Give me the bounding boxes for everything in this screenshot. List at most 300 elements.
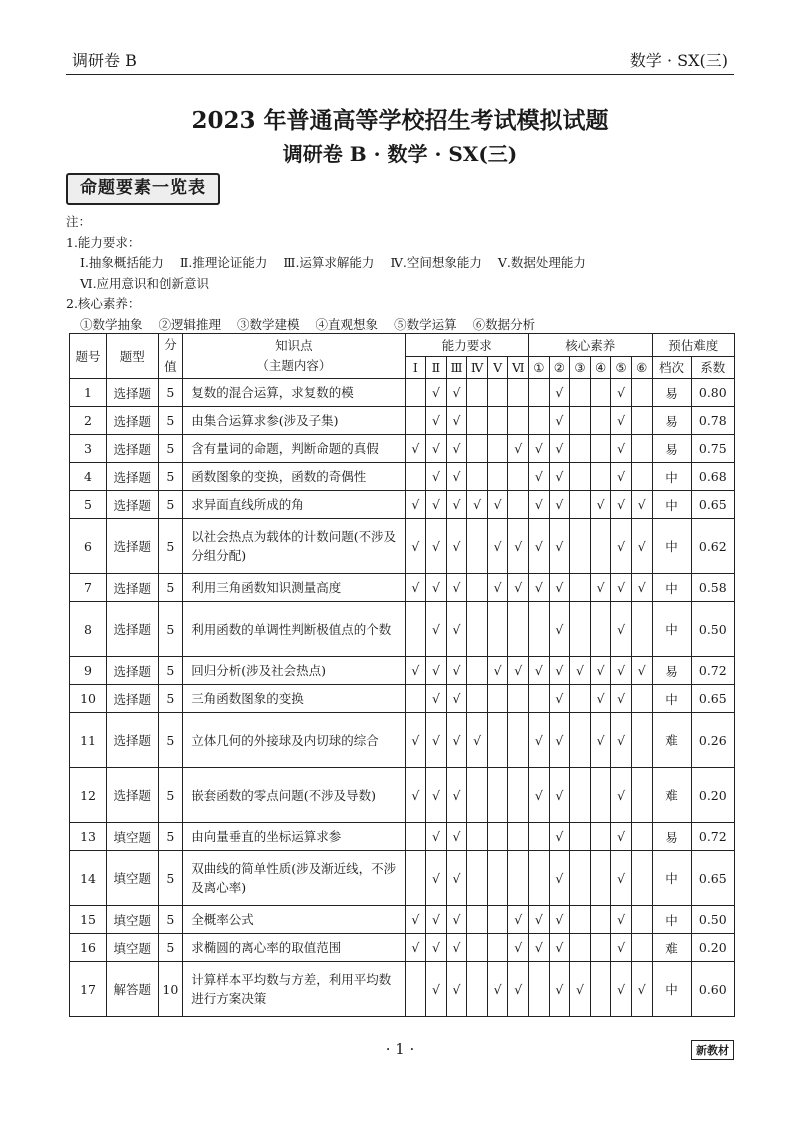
ability-check-cell: √	[426, 823, 447, 851]
literacy-check-cell	[590, 435, 611, 463]
ability-check-cell	[508, 602, 529, 657]
literacy-check-cell: √	[611, 934, 632, 962]
ability-check-cell: √	[405, 906, 426, 934]
row-score: 10	[158, 962, 183, 1017]
row-type: 选择题	[107, 602, 158, 657]
ability-label: 1.能力要求：	[66, 234, 141, 250]
row-num: 3	[70, 435, 107, 463]
table-row	[70, 906, 735, 934]
row-type: 选择题	[107, 574, 158, 602]
ability-check-cell: √	[426, 906, 447, 934]
col-coef: 系数	[691, 356, 734, 379]
ability-check-cell	[508, 463, 529, 491]
literacy-col-5: ⑤	[611, 356, 632, 379]
literacy-check-cell: √	[549, 519, 570, 574]
ability-check-cell: √	[426, 463, 447, 491]
ability-check-cell	[405, 962, 426, 1017]
ability-check-cell	[467, 685, 488, 713]
row-level: 难	[652, 713, 691, 768]
ability-check-cell	[467, 463, 488, 491]
ability-check-cell: √	[487, 491, 508, 519]
table-row	[70, 934, 735, 962]
ability-check-cell: √	[446, 906, 467, 934]
ability-check-cell: √	[446, 602, 467, 657]
ability-check-cell: √	[446, 379, 467, 407]
ability-check-cell	[467, 657, 488, 685]
literacy-check-cell	[570, 934, 591, 962]
literacy-check-cell: √	[611, 435, 632, 463]
row-level: 中	[652, 962, 691, 1017]
literacy-check-cell: √	[549, 407, 570, 435]
literacy-check-cell	[529, 685, 550, 713]
row-num: 15	[70, 906, 107, 934]
page-title: 2023 年普通高等学校招生考试模拟试题	[191, 107, 609, 134]
row-score: 5	[158, 768, 183, 823]
row-score: 5	[158, 519, 183, 574]
ability-check-cell: √	[405, 435, 426, 463]
literacy-check-cell: √	[529, 768, 550, 823]
ability-check-cell	[487, 379, 508, 407]
literacy-check-cell: √	[631, 962, 652, 1017]
ability-check-cell	[467, 519, 488, 574]
literacy-check-cell: √	[590, 574, 611, 602]
row-num: 1	[70, 379, 107, 407]
row-coef: 0.78	[691, 407, 734, 435]
row-level: 中	[652, 906, 691, 934]
section-banner	[66, 173, 220, 205]
ability-item: Ⅰ.抽象概括能力	[80, 255, 164, 271]
ability-check-cell: √	[487, 962, 508, 1017]
ability-list	[66, 253, 602, 274]
literacy-check-cell: √	[590, 657, 611, 685]
literacy-check-cell	[570, 463, 591, 491]
literacy-col-1: ①	[529, 356, 550, 379]
row-topic: 由向量垂直的坐标运算求参	[183, 823, 405, 851]
literacy-check-cell: √	[529, 519, 550, 574]
ability-check-cell: √	[426, 768, 447, 823]
literacy-check-cell	[590, 407, 611, 435]
row-topic: 复数的混合运算，求复数的模	[183, 379, 405, 407]
row-topic: 利用三角函数知识测量高度	[183, 574, 405, 602]
literacy-check-cell: √	[549, 602, 570, 657]
literacy-check-cell: √	[549, 962, 570, 1017]
table-row	[70, 713, 735, 768]
literacy-check-cell	[570, 851, 591, 906]
page-subtitle: 调研卷 B · 数学 · SX(三)	[282, 142, 518, 166]
literacy-check-cell	[570, 768, 591, 823]
ability-check-cell	[487, 463, 508, 491]
literacy-check-cell: √	[590, 685, 611, 713]
ability-check-cell: √	[467, 713, 488, 768]
ability-check-cell: √	[446, 519, 467, 574]
literacy-check-cell: √	[529, 574, 550, 602]
ability-check-cell: √	[405, 934, 426, 962]
ability-check-cell: √	[446, 768, 467, 823]
ability-check-cell	[487, 713, 508, 768]
row-level: 易	[652, 379, 691, 407]
literacy-check-cell	[570, 519, 591, 574]
table-row	[70, 685, 735, 713]
row-topic: 利用函数的单调性判断极值点的个数	[183, 602, 405, 657]
ability-check-cell	[405, 407, 426, 435]
row-coef: 0.50	[691, 906, 734, 934]
literacy-check-cell: √	[611, 519, 632, 574]
row-type: 选择题	[107, 435, 158, 463]
row-score: 5	[158, 379, 183, 407]
literacy-check-cell	[631, 685, 652, 713]
literacy-check-cell	[529, 602, 550, 657]
literacy-check-cell: √	[549, 768, 570, 823]
row-type: 解答题	[107, 962, 158, 1017]
literacy-label: 2.核心素养：	[66, 296, 141, 312]
literacy-check-cell: √	[611, 574, 632, 602]
row-num: 7	[70, 574, 107, 602]
literacy-check-cell	[631, 435, 652, 463]
row-level: 易	[652, 435, 691, 463]
literacy-check-cell: √	[611, 685, 632, 713]
ability-check-cell	[487, 602, 508, 657]
ability-check-cell: √	[508, 435, 529, 463]
ability-check-cell	[467, 934, 488, 962]
ability-check-cell	[467, 851, 488, 906]
literacy-check-cell: √	[631, 519, 652, 574]
ability-check-cell: √	[446, 851, 467, 906]
row-num: 11	[70, 713, 107, 768]
row-type: 选择题	[107, 768, 158, 823]
table-row	[70, 463, 735, 491]
row-num: 16	[70, 934, 107, 962]
ability-col-3: Ⅲ	[446, 356, 467, 379]
ability-check-cell	[467, 768, 488, 823]
ability-check-cell: √	[426, 713, 447, 768]
literacy-check-cell	[570, 379, 591, 407]
ability-check-cell: √	[446, 407, 467, 435]
table-row	[70, 407, 735, 435]
row-topic: 求椭圆的离心率的取值范围	[183, 934, 405, 962]
ability-check-cell: √	[405, 713, 426, 768]
header-left: 调研卷 B	[72, 51, 137, 70]
ability-check-cell	[487, 906, 508, 934]
literacy-check-cell: √	[549, 851, 570, 906]
literacy-check-cell: √	[549, 823, 570, 851]
row-coef: 0.62	[691, 519, 734, 574]
ability-check-cell: √	[405, 519, 426, 574]
ability-col-4: Ⅳ	[467, 356, 488, 379]
literacy-check-cell: √	[631, 491, 652, 519]
literacy-check-cell: √	[549, 463, 570, 491]
row-coef: 0.72	[691, 657, 734, 685]
literacy-item: ①数学抽象	[80, 316, 143, 332]
ability-check-cell	[508, 491, 529, 519]
table-row	[70, 823, 735, 851]
ability-check-cell: √	[467, 491, 488, 519]
row-num: 5	[70, 491, 107, 519]
row-coef: 0.60	[691, 962, 734, 1017]
ability-check-cell: √	[426, 379, 447, 407]
ability-check-cell	[405, 685, 426, 713]
row-type: 选择题	[107, 685, 158, 713]
literacy-check-cell: √	[549, 574, 570, 602]
literacy-check-cell: √	[611, 768, 632, 823]
ability-col-2: Ⅱ	[426, 356, 447, 379]
ability-check-cell: √	[426, 491, 447, 519]
ability-check-cell: √	[508, 934, 529, 962]
ability-item: Ⅳ.空间想象能力	[390, 255, 482, 271]
row-type: 填空题	[107, 823, 158, 851]
ability-check-cell	[405, 379, 426, 407]
ability-check-cell: √	[426, 407, 447, 435]
literacy-check-cell: √	[631, 657, 652, 685]
literacy-check-cell	[570, 491, 591, 519]
ability-check-cell	[487, 685, 508, 713]
literacy-check-cell: √	[611, 713, 632, 768]
literacy-check-cell	[570, 823, 591, 851]
row-level: 难	[652, 934, 691, 962]
ability-check-cell: √	[446, 657, 467, 685]
row-type: 填空题	[107, 851, 158, 906]
table-row	[70, 962, 735, 1017]
row-num: 8	[70, 602, 107, 657]
col-score-label: 分值	[164, 337, 177, 374]
table-row	[70, 379, 735, 407]
row-score: 5	[158, 574, 183, 602]
literacy-check-cell: √	[570, 657, 591, 685]
header-divider	[66, 74, 734, 75]
ability-extra: Ⅵ.应用意识和创新意识	[80, 275, 210, 291]
literacy-check-cell: √	[611, 491, 632, 519]
literacy-check-cell	[570, 602, 591, 657]
row-level: 难	[652, 768, 691, 823]
col-topic-a: 知识点	[275, 338, 313, 353]
ability-check-cell: √	[487, 574, 508, 602]
literacy-check-cell: √	[611, 823, 632, 851]
literacy-check-cell	[590, 962, 611, 1017]
ability-check-cell	[405, 851, 426, 906]
literacy-check-cell: √	[549, 491, 570, 519]
row-level: 中	[652, 574, 691, 602]
literacy-check-cell: √	[549, 713, 570, 768]
col-ability: 能力要求	[405, 334, 528, 357]
literacy-check-cell: √	[549, 685, 570, 713]
literacy-item: ⑥数据分析	[472, 316, 536, 332]
row-coef: 0.20	[691, 768, 734, 823]
row-type: 填空题	[107, 934, 158, 962]
table-row	[70, 574, 735, 602]
ability-check-cell	[405, 823, 426, 851]
literacy-item: ④直观想象	[315, 316, 379, 332]
row-score: 5	[158, 823, 183, 851]
literacy-item: ⑤数学运算	[394, 316, 457, 332]
row-level: 易	[652, 407, 691, 435]
literacy-check-cell: √	[611, 463, 632, 491]
row-topic: 三角函数图象的变换	[183, 685, 405, 713]
row-level: 中	[652, 602, 691, 657]
banner-label: 命题要素一览表	[80, 178, 206, 198]
literacy-check-cell	[590, 463, 611, 491]
literacy-check-cell	[529, 823, 550, 851]
row-level: 易	[652, 823, 691, 851]
literacy-check-cell	[570, 407, 591, 435]
row-coef: 0.58	[691, 574, 734, 602]
ability-check-cell	[487, 407, 508, 435]
ability-check-cell: √	[426, 602, 447, 657]
row-num: 2	[70, 407, 107, 435]
literacy-check-cell	[631, 906, 652, 934]
ability-col-6: Ⅵ	[508, 356, 529, 379]
table-row	[70, 519, 735, 574]
row-level: 易	[652, 657, 691, 685]
row-topic: 全概率公式	[183, 906, 405, 934]
col-difficulty: 预估难度	[652, 334, 735, 357]
literacy-check-cell: √	[549, 906, 570, 934]
col-num: 题号	[70, 334, 107, 379]
new-textbook-badge: 新教材	[691, 1040, 734, 1060]
row-score: 5	[158, 906, 183, 934]
ability-check-cell: √	[426, 685, 447, 713]
ability-check-cell	[508, 685, 529, 713]
ability-check-cell: √	[426, 574, 447, 602]
literacy-check-cell	[631, 768, 652, 823]
literacy-check-cell: √	[611, 962, 632, 1017]
literacy-col-3: ③	[570, 356, 591, 379]
requirements-table	[69, 333, 735, 1017]
row-score: 5	[158, 851, 183, 906]
ability-check-cell	[508, 407, 529, 435]
ability-check-cell: √	[446, 463, 467, 491]
ability-check-cell: √	[446, 823, 467, 851]
literacy-item: ②逻辑推理	[158, 316, 222, 332]
ability-check-cell: √	[405, 657, 426, 685]
ability-check-cell	[508, 713, 529, 768]
row-num: 4	[70, 463, 107, 491]
row-topic: 由集合运算求参(涉及子集)	[183, 407, 405, 435]
literacy-check-cell: √	[549, 934, 570, 962]
ability-check-cell: √	[405, 768, 426, 823]
literacy-check-cell: √	[590, 713, 611, 768]
literacy-check-cell	[529, 851, 550, 906]
ability-check-cell: √	[446, 491, 467, 519]
literacy-check-cell	[590, 851, 611, 906]
ability-check-cell: √	[405, 574, 426, 602]
row-score: 5	[158, 407, 183, 435]
ability-check-cell: √	[405, 491, 426, 519]
row-coef: 0.65	[691, 851, 734, 906]
ability-check-cell	[487, 851, 508, 906]
ability-check-cell	[467, 602, 488, 657]
row-topic: 求异面直线所成的角	[183, 491, 405, 519]
note-label: 注：	[66, 214, 92, 229]
row-type: 选择题	[107, 519, 158, 574]
row-num: 12	[70, 768, 107, 823]
ability-check-cell: √	[446, 934, 467, 962]
row-score: 5	[158, 934, 183, 962]
row-type: 选择题	[107, 407, 158, 435]
ability-check-cell	[467, 962, 488, 1017]
ability-col-5: Ⅴ	[487, 356, 508, 379]
literacy-check-cell: √	[611, 407, 632, 435]
table-row	[70, 851, 735, 906]
row-type: 选择题	[107, 657, 158, 685]
row-type: 选择题	[107, 713, 158, 768]
ability-check-cell: √	[446, 713, 467, 768]
ability-check-cell	[405, 602, 426, 657]
row-type: 选择题	[107, 491, 158, 519]
row-score: 5	[158, 685, 183, 713]
ability-check-cell	[467, 574, 488, 602]
literacy-check-cell	[529, 407, 550, 435]
row-score: 5	[158, 463, 183, 491]
row-level: 中	[652, 851, 691, 906]
literacy-check-cell	[590, 379, 611, 407]
ability-item: Ⅲ.运算求解能力	[283, 255, 375, 271]
literacy-item: ③数学建模	[237, 316, 300, 332]
literacy-check-cell: √	[570, 962, 591, 1017]
literacy-check-cell: √	[549, 435, 570, 463]
row-level: 中	[652, 685, 691, 713]
ability-check-cell	[467, 407, 488, 435]
col-literacy: 核心素养	[529, 334, 652, 357]
row-topic: 含有量词的命题，判断命题的真假	[183, 435, 405, 463]
literacy-check-cell: √	[611, 851, 632, 906]
literacy-check-cell	[631, 823, 652, 851]
row-coef: 0.50	[691, 602, 734, 657]
literacy-check-cell	[631, 463, 652, 491]
ability-check-cell: √	[487, 519, 508, 574]
ability-col-1: Ⅰ	[405, 356, 426, 379]
row-topic: 回归分析(涉及社会热点)	[183, 657, 405, 685]
literacy-check-cell: √	[631, 574, 652, 602]
ability-check-cell	[467, 435, 488, 463]
literacy-check-cell: √	[611, 906, 632, 934]
row-type: 填空题	[107, 906, 158, 934]
literacy-check-cell: √	[529, 906, 550, 934]
row-num: 10	[70, 685, 107, 713]
literacy-check-cell	[590, 906, 611, 934]
literacy-check-cell	[590, 823, 611, 851]
row-score: 5	[158, 435, 183, 463]
ability-check-cell: √	[426, 851, 447, 906]
row-coef: 0.65	[691, 685, 734, 713]
literacy-col-6: ⑥	[631, 356, 652, 379]
literacy-check-cell: √	[529, 713, 550, 768]
literacy-check-cell	[590, 602, 611, 657]
literacy-check-cell: √	[549, 657, 570, 685]
col-level: 档次	[652, 356, 691, 379]
literacy-check-cell: √	[529, 435, 550, 463]
row-level: 中	[652, 491, 691, 519]
literacy-check-cell	[570, 435, 591, 463]
row-topic: 立体几何的外接球及内切球的综合	[183, 713, 405, 768]
literacy-check-cell: √	[611, 657, 632, 685]
literacy-check-cell	[590, 768, 611, 823]
literacy-check-cell: √	[549, 379, 570, 407]
ability-item: Ⅴ.数据处理能力	[497, 255, 586, 271]
row-coef: 0.20	[691, 934, 734, 962]
header-right: 数学 · SX(三)	[629, 51, 728, 70]
ability-check-cell	[487, 823, 508, 851]
ability-check-cell	[467, 823, 488, 851]
row-topic: 嵌套函数的零点问题(不涉及导数)	[183, 768, 405, 823]
literacy-check-cell	[570, 685, 591, 713]
literacy-check-cell	[570, 574, 591, 602]
row-num: 9	[70, 657, 107, 685]
row-topic: 计算样本平均数与方差，利用平均数进行方案决策	[183, 962, 405, 1017]
row-topic: 以社会热点为载体的计数问题(不涉及分组分配)	[183, 519, 405, 574]
ability-check-cell	[508, 379, 529, 407]
ability-check-cell: √	[508, 906, 529, 934]
literacy-check-cell	[590, 934, 611, 962]
row-level: 中	[652, 463, 691, 491]
